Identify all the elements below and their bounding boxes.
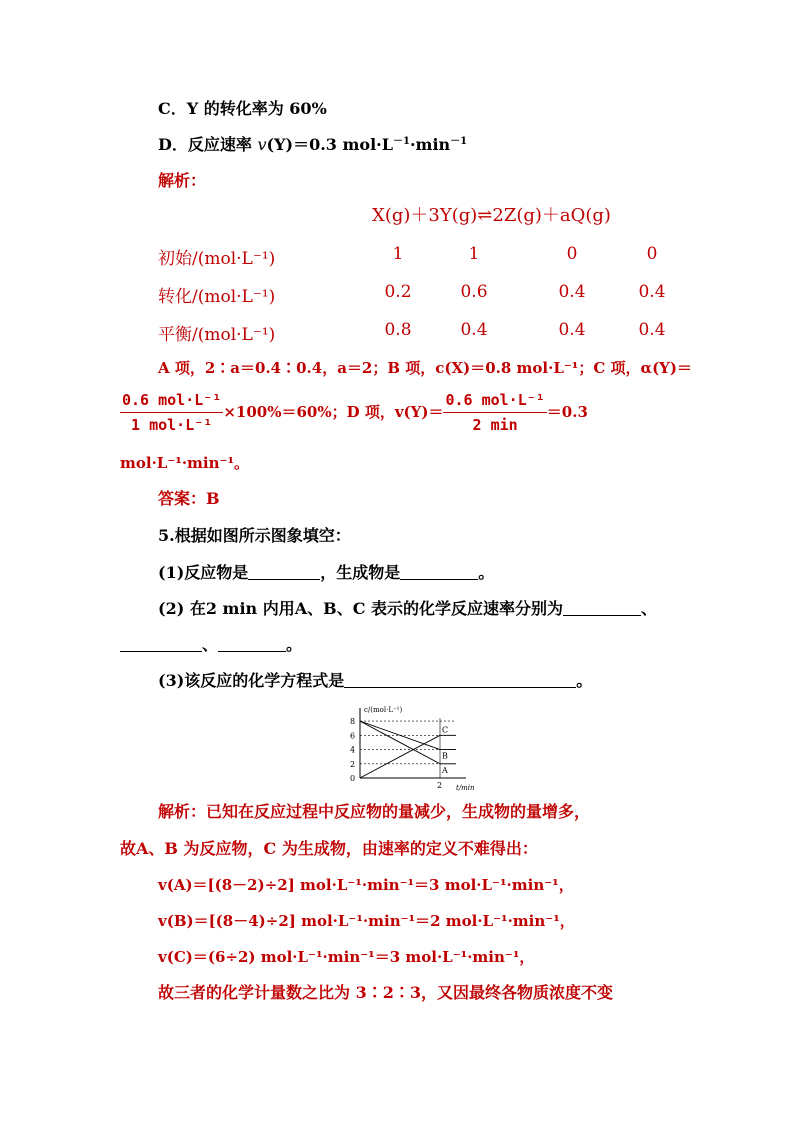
analysis-label-1: 解析：	[158, 171, 207, 190]
concentration-time-chart	[340, 700, 480, 792]
analysis-line-a: A 项，2∶a＝0.4∶0.4，a＝2；B 项，c(X)＝0.8 mol·L⁻¹；C 项，α(Y)＝	[158, 359, 692, 377]
analysis-line-end: mol·L⁻¹·min⁻¹。	[120, 454, 250, 472]
analysis-2-line-2: 故A、B 为反应物，C 为生成物，由速率的定义不难得出：	[120, 839, 538, 858]
fraction-2: $\frac{\text{0.6 mol·L⁻¹}}{2 \min}$	[443, 388, 546, 437]
series-label-B: B	[442, 751, 448, 761]
y-tick-label: 4	[350, 745, 356, 755]
fraction-1: $\frac{\text{0.6 mol·L⁻¹}}{\text{1 mol·L⁻¹}}$	[120, 388, 223, 437]
answer-blank	[563, 601, 641, 616]
series-line-A	[360, 721, 440, 764]
question-5-part-3: (3)该反应的化学方程式是 。	[158, 671, 593, 690]
series-line-C	[360, 735, 440, 778]
question-5-part-2-cont: 、 。	[120, 634, 302, 656]
rate-a: v(A)＝[(8－2)÷2] mol·L⁻¹·min⁻¹＝3 mol·L⁻¹·min⁻¹，	[158, 876, 574, 894]
rate-c: v(C)＝(6÷2) mol·L⁻¹·min⁻¹＝3 mol·L⁻¹·min⁻¹，	[158, 948, 535, 966]
y-tick-label: 6	[350, 731, 356, 741]
x-tick-label: 2	[437, 781, 443, 790]
analysis-label-2: 解析：	[158, 802, 207, 821]
answer-blank	[344, 673, 576, 688]
option-c: C．Y 的转化率为 60%	[158, 99, 327, 118]
series-label-C: C	[442, 725, 449, 735]
analysis-fraction-line: $\frac{\text{0.6 mol·L⁻¹}}{\text{1 mol·L⁻¹}}$ ×100%＝60%；D 项，v(Y)＝ $\frac{\text{0.6 mol·L⁻¹}}{2 \min}$ ＝0.3	[120, 388, 588, 440]
analysis-2-line-conclusion: 故三者的化学计量数之比为 3∶2∶3，又因最终各物质浓度不变	[158, 983, 613, 1002]
question-5-part-2: (2) 在2 min 内用A、B、C 表示的化学反应速率分别为 、	[158, 599, 658, 618]
x-axis-label: t/min	[456, 784, 475, 792]
answer-blank	[120, 637, 202, 652]
rate-b: v(B)＝[(8－4)÷2] mol·L⁻¹·min⁻¹＝2 mol·L⁻¹·min⁻¹，	[158, 912, 575, 930]
y-tick-label: 2	[350, 759, 356, 769]
answer: 答案：B	[158, 489, 220, 508]
question-5-stem: 5.根据如图所示图象填空：	[158, 526, 351, 545]
answer-blank	[218, 637, 286, 652]
question-5-part-1: (1)反应物是 ，生成物是 。	[158, 563, 495, 582]
y-axis-label: c/(mol·L⁻¹)	[364, 706, 403, 714]
y-tick-label: 0	[350, 774, 356, 783]
y-tick-label: 8	[350, 717, 356, 727]
option-d: D．反应速率 v(Y)＝0.3 $mol\cdot L^{-1}\cdot\min^{-1}$	[158, 135, 468, 154]
answer-blank	[400, 565, 478, 580]
series-label-A: A	[442, 765, 448, 775]
equation: X(g)＋3Y(g)⇌2Z(g)＋aQ(g)	[372, 205, 611, 226]
answer-blank	[248, 565, 320, 580]
analysis-2: 解析：已知在反应过程中反应物的量减少，生成物的量增多，	[158, 802, 591, 821]
